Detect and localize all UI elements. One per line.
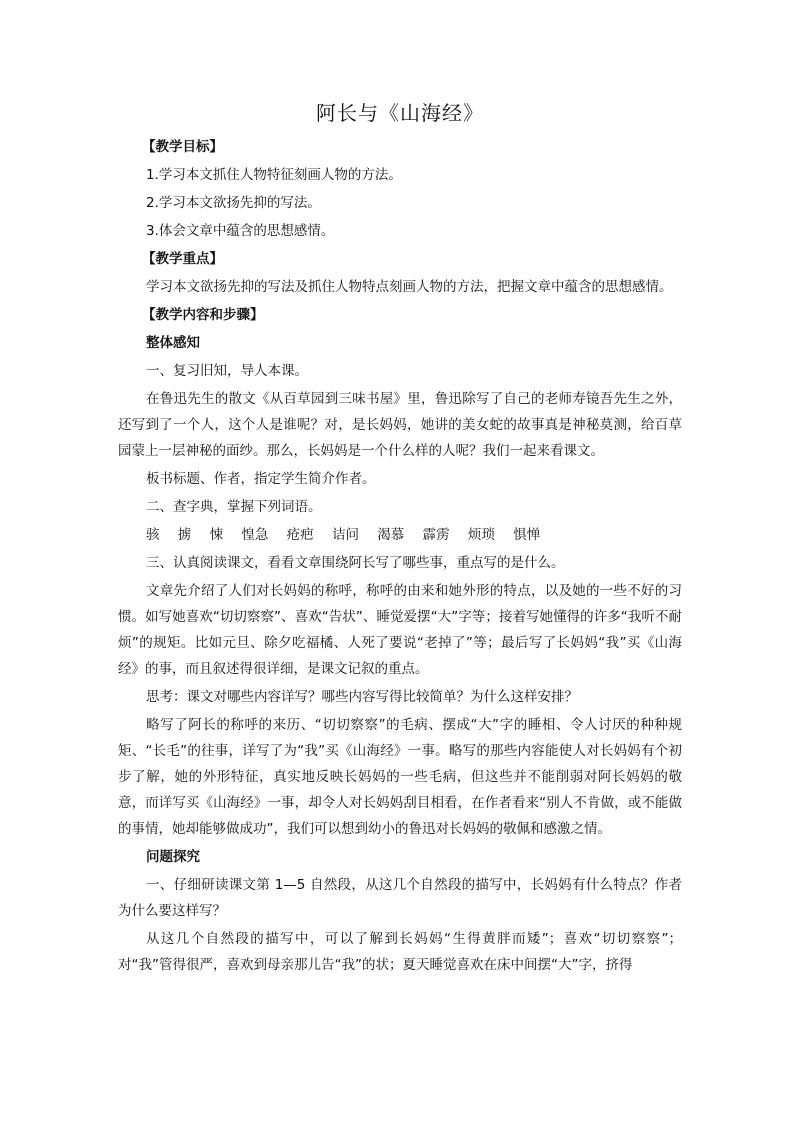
subheading-explore: 问题探究 — [146, 849, 200, 865]
paragraph-5: 略写了阿长的称呼的来历、“切切察察”的毛病、摆成“大”字的睡相、令人讨厌的种种规矩、“长毛”的往事，详写了为“我”买《山海经》一事。略写的那些内容能使人对长妈妈有个初步了解，她的外形特征，真实地反映长妈妈的一些毛病，但这些并不能削弱对阿长妈妈的敬意，而详写买《山海经》一事，却令人对长妈妈刮目相看，在作者看来“别人不肯做，或不能做的事情，她却能够做成功”，我们可以想到幼小的鲁迅对长妈妈的敬佩和感激之情。 — [118, 717, 682, 837]
step-3: 三、认真阅读课文，看看文章围绕阿长写了哪些事，重点写的是什么。 — [146, 555, 565, 571]
vocab-item: 悚 — [209, 527, 224, 543]
vocab-item: 惧惮 — [513, 527, 541, 543]
vocab-item: 掳 — [177, 527, 192, 543]
paragraph-4: 思考：课文对哪些内容详写？哪些内容写得比较简单？为什么这样安排？ — [146, 689, 578, 705]
section-heading-key: 【教学重点】 — [142, 251, 223, 267]
paragraph-2: 板书标题、作者，指定学生简介作者。 — [146, 471, 376, 487]
paragraph-6: 从这几个自然段的描写中，可以了解到长妈妈“生得黄胖而矮”；喜欢“切切察察”；对“我”管得很严，喜欢到母亲那儿告“我”的状；夏天睡觉喜欢在床中间摆“大”字，挤得 — [118, 931, 682, 973]
vocab-item: 诘问 — [331, 527, 359, 543]
vocab-item: 烦琐 — [467, 527, 495, 543]
vocab-item: 惶急 — [241, 527, 269, 543]
section-heading-goals: 【教学目标】 — [142, 139, 223, 155]
goal-item-2: 2.学习本文欲扬先抑的写法。 — [146, 195, 321, 211]
section-heading-steps: 【教学内容和步骤】 — [142, 307, 264, 323]
paragraph-3: 文章先介绍了人们对长妈妈的称呼，称呼的由来和她外形的特点，以及她的一些不好的习惯。如写她喜欢“切切察察”、喜欢“告状”、睡觉爱摆“大”字等；接着写她懂得的许多“我听不耐烦”的规矩。比如元旦、除夕吃福橘、人死了要说“老掉了”等；最后写了长妈妈“我”买《山海经》的事，而且叙述得很详细，是课文记叙的重点。 — [118, 583, 682, 677]
vocab-item: 疮疤 — [286, 527, 314, 543]
vocab-item: 渴慕 — [377, 527, 405, 543]
step-2: 二、查字典，掌握下列词语。 — [146, 499, 322, 515]
document-title: 阿长与《山海经》 — [316, 101, 484, 125]
key-text: 学习本文欲扬先抑的写法及抓住人物特点刻画人物的方法，把握文章中蕴含的思想感情。 — [146, 279, 673, 295]
paragraph-1: 在鲁迅先生的散文《从百草园到三味书屋》里，鲁迅除写了自己的老师寿镜吾先生之外，还写到了一个人，这个人是谁呢？对，是长妈妈，她讲的美女蛇的故事真是神秘莫测，给百草园蒙上一层神秘的面纱。那么，长妈妈是一个什么样的人呢？我们一起来看课文。 — [118, 391, 682, 459]
step-1: 一、复习旧知，导人本课。 — [146, 363, 308, 379]
question-1: 一、仔细研读课文第 1—5 自然段，从这几个自然段的描写中，长妈妈有什么特点？作者为什么要这样写？ — [118, 877, 682, 919]
goal-item-3: 3.体会文章中蕴含的思想感情。 — [146, 223, 335, 239]
vocab-list — [118, 522, 682, 548]
vocab-item: 骇 — [146, 527, 160, 543]
vocab-item: 霹雳 — [422, 527, 450, 543]
goal-item-1: 1.学习本文抓住人物特征刻画人物的方法。 — [146, 167, 402, 183]
subheading-overall: 整体感知 — [146, 335, 200, 351]
